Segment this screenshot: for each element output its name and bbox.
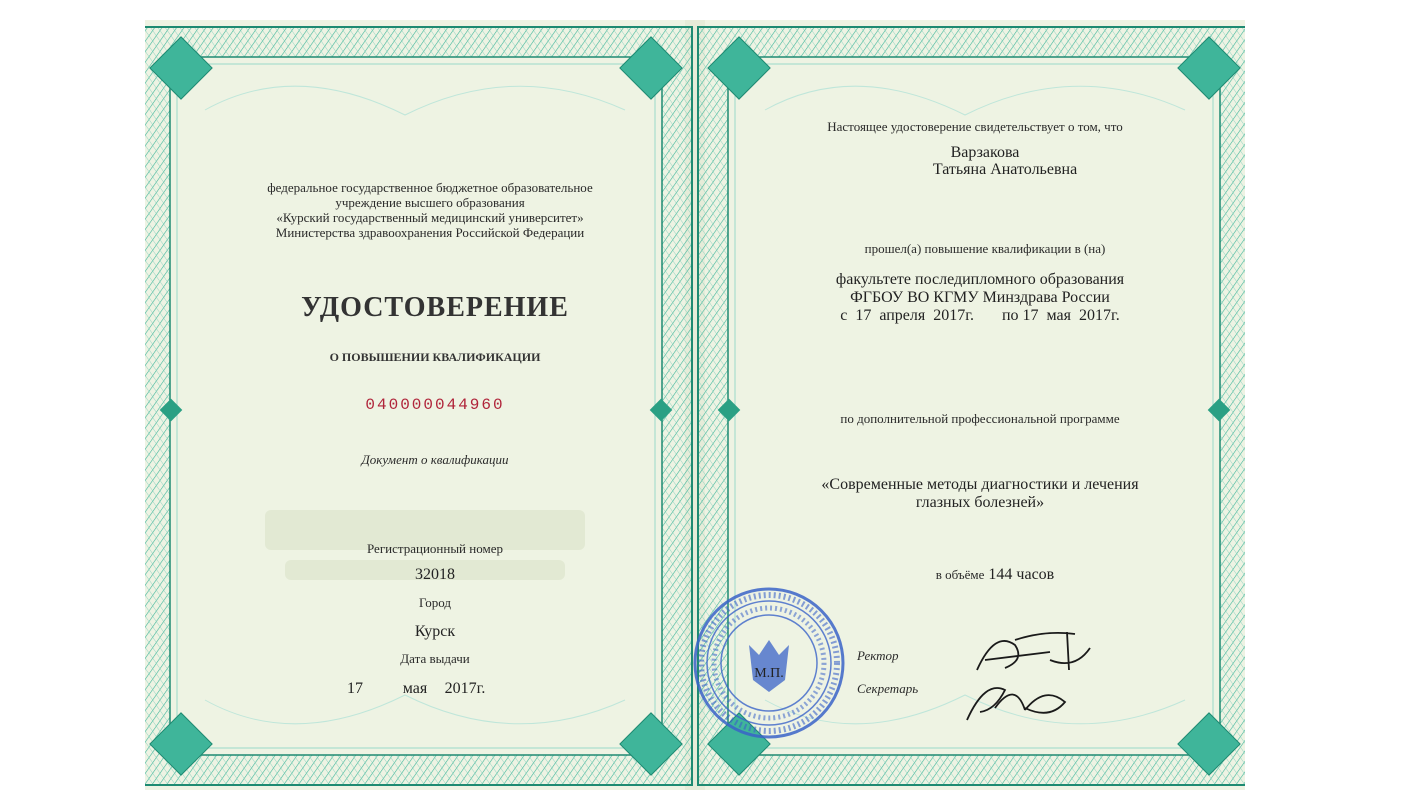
rector-label: Ректор	[857, 648, 899, 663]
program-line: глазных болезней»	[915, 494, 1045, 511]
issue-date-month: мая	[402, 680, 428, 697]
institution-line: федеральное государственное бюджетное образовательное	[267, 180, 593, 195]
institution-block	[235, 180, 625, 240]
program-block	[765, 476, 1195, 512]
institution-line: «Курский государственный медицинский университет»	[276, 210, 584, 225]
faculty-block	[765, 271, 1195, 325]
stamp-label: М.П.	[754, 666, 784, 681]
program-label: по дополнительной профессиональной программе	[840, 411, 1120, 426]
faculty-line: ФГБОУ ВО КГМУ Минздрава России	[850, 289, 1110, 306]
reg-number-label: Регистрационный номер	[367, 541, 503, 556]
program-line: «Современные методы диагностики и лечения	[821, 476, 1139, 493]
document-type: Документ о квалификации	[361, 452, 509, 467]
issue-date-day: 17	[347, 680, 363, 697]
secretary-label: Секретарь	[857, 681, 919, 696]
issue-date-label: Дата выдачи	[400, 651, 470, 666]
intro-text: Настоящее удостоверение свидетельствует о том, что	[827, 119, 1123, 134]
serial-number: 040000044960	[365, 396, 505, 414]
passed-label: прошел(а) повышение квалификации в (на)	[864, 241, 1106, 256]
city-label: Город	[418, 595, 452, 610]
hours-block	[845, 566, 1145, 584]
study-period: с 17 апреля 2017г. по 17 мая 2017г.	[840, 307, 1120, 324]
city: Курск	[414, 623, 456, 640]
reg-number: 32018	[415, 566, 455, 583]
hours-label: в объёме	[935, 567, 985, 582]
institution-line: учреждение высшего образования	[335, 195, 525, 210]
holder-surname: Варзакова	[950, 144, 1020, 161]
faculty-line: факультете последипломного образования	[835, 271, 1125, 288]
certificate-spread	[145, 20, 1245, 790]
hours-value: 144 часов	[988, 566, 1055, 583]
certificate-subtitle: О ПОВЫШЕНИИ КВАЛИФИКАЦИИ	[329, 350, 541, 364]
issue-date-year: 2017г.	[444, 680, 486, 697]
holder-given-names: Татьяна Анатольевна	[932, 161, 1078, 178]
institution-line: Министерства здравоохранения Российской Федерации	[275, 225, 585, 240]
certificate-title: УДОСТОВЕРЕНИЕ	[301, 292, 569, 323]
